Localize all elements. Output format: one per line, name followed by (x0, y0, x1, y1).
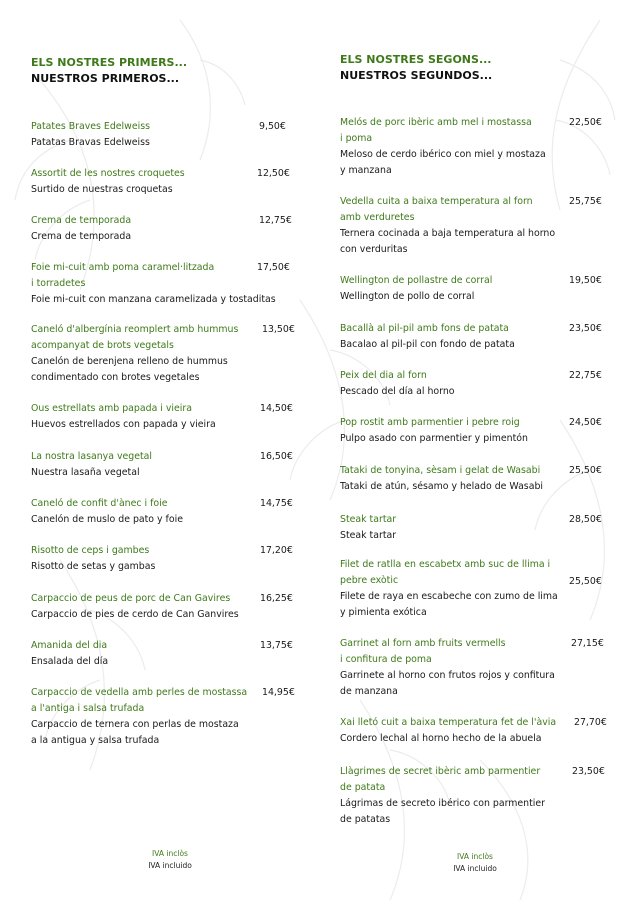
dish-name-es: Carpaccio de pies de cerdo de Can Ganvires (31, 609, 239, 620)
menu-item (340, 557, 610, 621)
dish-name-es: Tataki de atún, sésamo y helado de Wasabi (340, 481, 543, 492)
dish-name-es: y pimienta exótica (340, 607, 427, 618)
segundos-footer (440, 851, 510, 875)
menu-item (31, 638, 301, 670)
dish-name-es: Nuestra lasaña vegetal (31, 467, 140, 478)
menu-item (31, 401, 301, 433)
dish-name-ca: La nostra lasanya vegetal (31, 451, 153, 462)
dish-name-es: Surtido de nuestras croquetas (31, 184, 173, 195)
dish-name-es: Patatas Bravas Edelweiss (31, 137, 150, 148)
dish-price: 16,50€ (260, 451, 293, 462)
dish-name-ca: Garrinet al forn amb fruits vermells (340, 638, 506, 649)
dish-name-es: Huevos estrellados con papada y vieira (31, 419, 216, 430)
dish-name-ca: Steak tartar (340, 514, 397, 525)
menu-item (340, 415, 610, 447)
menu-item (340, 368, 610, 400)
dish-price: 25,75€ (569, 196, 602, 207)
dish-name-es: Carpaccio de ternera con perlas de mostaza (31, 719, 239, 730)
menu-item (31, 449, 301, 481)
dish-name-ca: Vedella cuita a baixa temperatura al forn (340, 196, 533, 207)
menu-item (31, 496, 301, 528)
primeros-heading (31, 55, 187, 87)
menu-item (340, 321, 610, 353)
menu-item (340, 636, 610, 700)
iva-note-es: IVA incluido (148, 861, 192, 870)
dish-name-es: Canelón de muslo de pato y foie (31, 514, 183, 525)
dish-name-ca: Foie mi-cuit amb poma caramel·litzada (31, 262, 215, 273)
dish-name-ca: Carpaccio de vedella amb perles de mostassa (31, 687, 248, 698)
dish-price: 27,70€ (574, 717, 607, 728)
dish-name-ca: a l'antiga i salsa trufada (31, 703, 145, 714)
menu-item (31, 213, 301, 245)
dish-price: 9,50€ (259, 121, 286, 132)
dish-name-es: y manzana (340, 165, 392, 176)
dish-name-es: Canelón de berenjena relleno de hummus (31, 356, 228, 367)
dish-price: 14,75€ (260, 498, 293, 509)
dish-price: 13,50€ (262, 324, 295, 335)
dish-name-ca: Carpaccio de peus de porc de Can Gavires (31, 593, 231, 604)
segundos-heading (340, 52, 492, 84)
menu-item (340, 715, 610, 747)
dish-price: 14,95€ (262, 687, 295, 698)
dish-price: 27,15€ (571, 638, 604, 649)
dish-name-ca: Melós de porc ibèric amb mel i mostassa (340, 117, 532, 128)
dish-name-es: con verduritas (340, 244, 408, 255)
menu-item (31, 591, 301, 623)
dish-name-es: Ensalada del día (31, 656, 109, 667)
dish-price: 16,25€ (260, 593, 293, 604)
dish-name-es: Ternera cocinada a baja temperatura al horno (340, 228, 556, 239)
dish-name-ca: Bacallà al pil-pil amb fons de patata (340, 323, 509, 334)
dish-price: 23,50€ (572, 766, 605, 777)
dish-name-es: de patatas (340, 814, 391, 825)
menu-item (340, 115, 610, 179)
dish-price: 28,50€ (569, 514, 602, 525)
dish-price: 13,75€ (260, 640, 293, 651)
dish-name-ca: Amanida del dia (31, 640, 108, 651)
dish-name-ca: Pop rostit amb parmentier i pebre roig (340, 417, 520, 428)
dish-name-ca: i confitura de poma (340, 654, 432, 665)
menu-item (31, 322, 301, 386)
dish-name-ca: Llàgrimes de secret ibèric amb parmentier (340, 766, 541, 777)
dish-name-es: Pulpo asado con parmentier y pimentón (340, 433, 528, 444)
menu-item (340, 194, 610, 258)
dish-name-ca: Xai lletó cuit a baixa temperatura fet de l'àvia (340, 717, 557, 728)
menu-item (340, 463, 610, 495)
iva-note-ca: IVA inclòs (457, 852, 493, 861)
dish-name-ca: Risotto de ceps i gambes (31, 545, 150, 556)
primeros-heading-ca: ELS NOSTRES PRIMERS... (31, 56, 188, 69)
dish-price: 12,50€ (257, 168, 290, 179)
dish-name-es: Meloso de cerdo ibérico con miel y mostaza (340, 149, 546, 160)
menu-item (340, 512, 610, 544)
dish-name-es: Filete de raya en escabeche con zumo de lima (340, 591, 558, 602)
dish-price: 22,75€ (569, 370, 602, 381)
segundos-heading-es: NUESTROS SEGUNDOS... (340, 69, 493, 82)
dish-name-ca: Assortit de les nostres croquetes (31, 168, 185, 179)
dish-price: 14,50€ (260, 403, 293, 414)
menu-item (31, 119, 301, 151)
dish-price: 22,50€ (569, 117, 602, 128)
dish-name-ca: i poma (340, 133, 373, 144)
dish-name-es: Cordero lechal al horno hecho de la abuela (340, 733, 542, 744)
dish-name-ca: Filet de ratlla en escabetx amb suc de llima i (340, 559, 551, 570)
menu-item (31, 685, 301, 749)
primeros-footer (135, 848, 205, 872)
dish-name-es: condimentado con brotes vegetales (31, 372, 200, 383)
menu-item (31, 260, 301, 308)
dish-price: 17,20€ (260, 545, 293, 556)
segundos-heading-ca: ELS NOSTRES SEGONS... (340, 53, 492, 66)
dish-name-es: Garrinete al horno con frutos rojos y confitura (340, 670, 555, 681)
dish-name-ca: amb verduretes (340, 212, 415, 223)
dish-name-ca: Crema de temporada (31, 215, 132, 226)
dish-name-ca: Caneló d'albergínia reomplert amb hummus (31, 324, 239, 335)
dish-price: 24,50€ (569, 417, 602, 428)
menu-item (31, 166, 301, 198)
dish-name-es: Foie mi-cuit con manzana caramelizada y tostaditas (31, 294, 276, 305)
dish-name-ca: Peix del dia al forn (340, 370, 427, 381)
dish-name-ca: Caneló de confit d'ànec i foie (31, 498, 168, 509)
menu-item (340, 764, 610, 828)
dish-name-es: Steak tartar (340, 530, 397, 541)
dish-name-ca: Ous estrellats amb papada i vieira (31, 403, 193, 414)
dish-price: 25,50€ (569, 576, 602, 587)
dish-name-ca: de patata (340, 782, 386, 793)
iva-note-ca: IVA inclòs (152, 849, 188, 858)
dish-name-ca: i torradetes (31, 278, 86, 289)
iva-note-es: IVA incluido (453, 864, 497, 873)
dish-price: 25,50€ (569, 465, 602, 476)
dish-name-ca: Patates Braves Edelweiss (31, 121, 150, 132)
dish-name-es: Pescado del día al horno (340, 386, 455, 397)
dish-price: 17,50€ (257, 262, 290, 273)
menu-item (31, 543, 301, 575)
menu-item (340, 273, 610, 305)
dish-name-ca: acompanyat de brots vegetals (31, 340, 174, 351)
dish-name-es: Crema de temporada (31, 231, 132, 242)
dish-name-es: Risotto de setas y gambas (31, 561, 156, 572)
dish-price: 19,50€ (569, 275, 602, 286)
dish-name-es: a la antigua y salsa trufada (31, 735, 160, 746)
dish-price: 23,50€ (569, 323, 602, 334)
primeros-heading-es: NUESTROS PRIMEROS... (31, 72, 180, 85)
dish-name-ca: Wellington de pollastre de corral (340, 275, 493, 286)
dish-name-es: Lágrimas de secreto ibérico con parmentier (340, 798, 546, 809)
dish-price: 12,75€ (259, 215, 292, 226)
dish-name-es: Bacalao al pil-pil con fondo de patata (340, 339, 515, 350)
dish-name-ca: Tataki de tonyina, sèsam i gelat de Wasabi (340, 465, 541, 476)
dish-name-ca: pebre exòtic (340, 575, 399, 586)
dish-name-es: Wellington de pollo de corral (340, 291, 475, 302)
dish-name-es: de manzana (340, 686, 398, 697)
